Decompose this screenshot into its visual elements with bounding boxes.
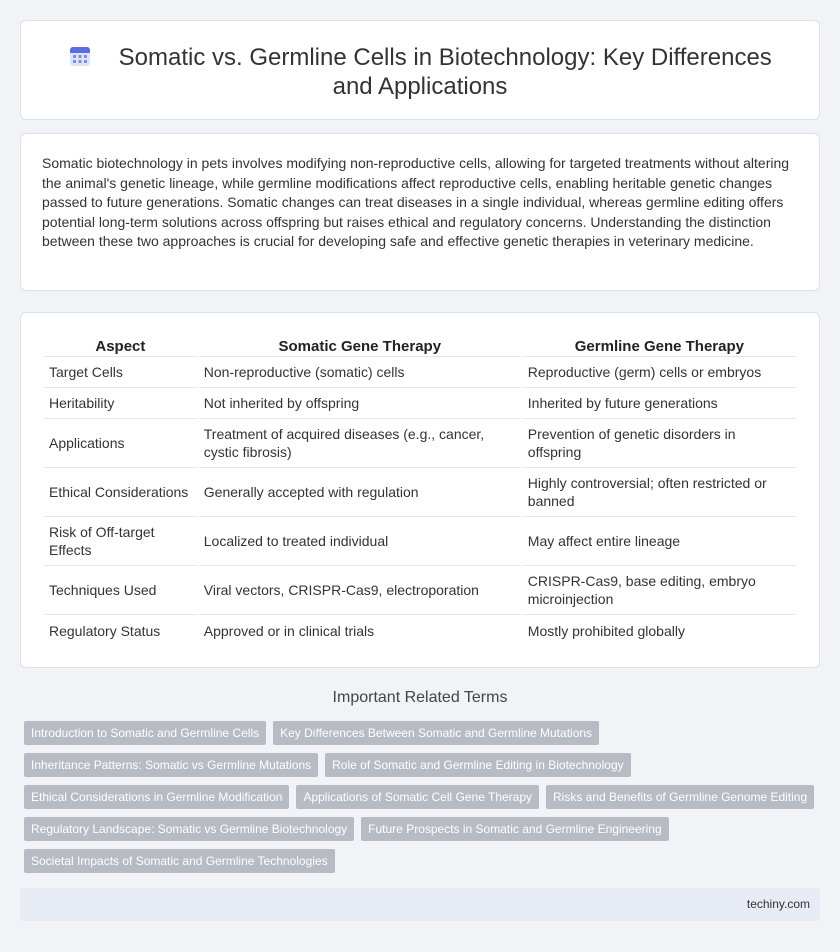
cell-aspect: Heritability: [44, 388, 197, 419]
cell-germline: Prevention of genetic disorders in offspring: [523, 419, 796, 468]
table-row: [44, 566, 796, 615]
tag-row: [24, 849, 824, 881]
footer: [20, 888, 820, 921]
intro-card: [20, 133, 820, 291]
cell-germline: Reproductive (germ) cells or embryos: [523, 357, 796, 388]
tag-row: [24, 817, 824, 849]
related-term-tag[interactable]: Key Differences Between Somatic and Germline Mutations: [273, 721, 599, 745]
header-germline: Germline Gene Therapy: [523, 333, 796, 357]
cell-somatic: Approved or in clinical trials: [203, 622, 375, 639]
cell-somatic: Treatment of acquired diseases (e.g., cancer, cystic fibrosis): [199, 419, 521, 468]
table-row: [44, 468, 796, 517]
cell-aspect: Techniques Used: [44, 566, 197, 615]
related-terms-heading: Important Related Terms: [332, 689, 508, 706]
intro-paragraph: Somatic biotechnology in pets involves modifying non-reproductive cells, allowing for targeted treatments without altering the animal's genetic lineage, while germline modifications affect reproductive cells, enabling heritable genetic changes passed to future generations. Somatic changes can treat diseases in a single individual, whereas germline editing offers potential long-term solutions across offspring but raises ethical and regulatory concerns. Understanding the distinction between these two approaches is crucial for developing safe and effective genetic therapies in veterinary medicine.: [42, 155, 790, 249]
related-term-tag[interactable]: Regulatory Landscape: Somatic vs Germline Biotechnology: [24, 817, 354, 841]
comparison-table: [42, 333, 798, 646]
tag-row: [24, 785, 824, 817]
cell-germline: May affect entire lineage: [523, 517, 796, 566]
related-term-tag[interactable]: Ethical Considerations in Germline Modification: [24, 785, 289, 809]
cell-germline: Inherited by future generations: [523, 388, 796, 419]
header-somatic: Somatic Gene Therapy: [199, 333, 521, 357]
cell-somatic: Not inherited by offspring: [199, 388, 521, 419]
header-aspect: Aspect: [44, 333, 197, 357]
comparison-table-card: [20, 312, 820, 668]
cell-germline: Mostly prohibited globally: [527, 622, 685, 639]
footer-site-link[interactable]: techiny.com: [746, 897, 810, 911]
related-term-tag[interactable]: Societal Impacts of Somatic and Germline Technologies: [24, 849, 335, 873]
cell-germline: Highly controversial; often restricted or banned: [523, 468, 796, 517]
related-term-tag[interactable]: Risks and Benefits of Germline Genome Editing: [546, 785, 814, 809]
related-term-tag[interactable]: Introduction to Somatic and Germline Cells: [24, 721, 266, 745]
table-row: [44, 615, 796, 646]
cell-somatic: Generally accepted with regulation: [199, 468, 521, 517]
table-row: [44, 388, 796, 419]
cell-somatic: Non-reproductive (somatic) cells: [199, 357, 521, 388]
related-term-tag[interactable]: Future Prospects in Somatic and Germline Engineering: [361, 817, 668, 841]
header-card: [20, 20, 820, 120]
related-term-tag[interactable]: Inheritance Patterns: Somatic vs Germline Mutations: [24, 753, 318, 777]
cell-aspect: Applications: [44, 419, 197, 468]
cell-germline: CRISPR-Cas9, base editing, embryo microinjection: [523, 566, 796, 615]
table-row: [44, 517, 796, 566]
related-terms-list: [24, 721, 824, 881]
related-term-tag[interactable]: Role of Somatic and Germline Editing in Biotechnology: [325, 753, 631, 777]
title-wrap: [21, 43, 819, 101]
calendar-icon: [68, 44, 92, 68]
cell-aspect: Regulatory Status: [49, 622, 161, 639]
table-row: [44, 357, 796, 388]
related-term-tag[interactable]: Applications of Somatic Cell Gene Therapy: [296, 785, 539, 809]
cell-aspect: Risk of Off-target Effects: [44, 517, 197, 566]
tag-row: [24, 721, 824, 753]
cell-aspect: Target Cells: [44, 357, 197, 388]
cell-somatic: Localized to treated individual: [199, 517, 521, 566]
cell-aspect: Ethical Considerations: [44, 468, 197, 517]
table-header-row: [44, 333, 796, 357]
page-title: Somatic vs. Germline Cells in Biotechnology: Key Differences and Applications: [118, 44, 772, 100]
table-row: [44, 419, 796, 468]
tag-row: [24, 753, 824, 785]
cell-somatic: Viral vectors, CRISPR-Cas9, electroporation: [199, 566, 521, 615]
